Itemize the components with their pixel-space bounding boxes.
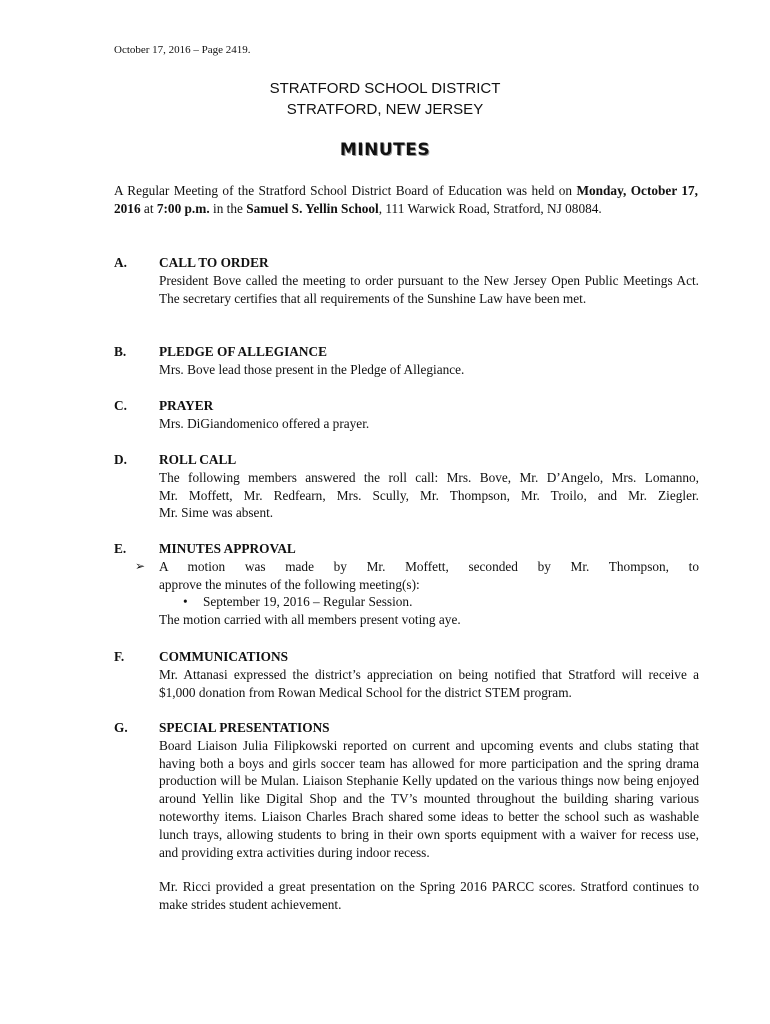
section-heading: CALL TO ORDER <box>159 255 269 270</box>
district-location: STRATFORD, NEW JERSEY <box>286 101 484 118</box>
section-letter: E. <box>114 541 127 556</box>
motion-line: approve the minutes of the following meeting(s): <box>159 576 420 592</box>
section-letter: A. <box>114 255 127 270</box>
section-text: Mr. Attanasi expressed the district’s appreciation on being notified that Stratford will receive a $1,000 donation from Rowan Medical School for the district STEM program. <box>159 666 699 700</box>
intro-paragraph: A Regular Meeting of the Stratford School District Board of Education was held on Monday, October 17, 2016 at 7:00 p.m. in the Samuel S. Yellin School, 111 Warwick Road, Stratford, NJ 08084. <box>114 183 698 217</box>
motion-result: The motion carried with all members present voting aye. <box>159 612 461 628</box>
bullet-icon: • <box>183 594 188 610</box>
page-header: October 17, 2016 – Page 2419. <box>114 44 251 56</box>
section-letter: F. <box>114 649 125 664</box>
section-letter: D. <box>114 452 127 467</box>
district-name: STRATFORD SCHOOL DISTRICT <box>269 80 501 97</box>
section-letter: B. <box>114 344 127 359</box>
roll-call-absent: Mr. Sime was absent. <box>159 505 274 521</box>
section-heading: PRAYER <box>159 398 214 413</box>
section-heading: SPECIAL PRESENTATIONS <box>159 720 330 735</box>
arrow-bullet-icon: ➢ <box>135 558 146 573</box>
section-text: President Bove called the meeting to order pursuant to the New Jersey Open Public Meetings Act. The secretary certifies that all requirements of the Sunshine Law have been met. <box>159 272 699 306</box>
section-letter: G. <box>114 720 128 735</box>
roll-call-line: Mr. Moffett, Mr. Redfearn, Mrs. Scully, Mr. Thompson, Mr. Troilo, and Mr. Ziegler. <box>159 487 699 503</box>
section-text: Mrs. Bove lead those present in the Pledge of Allegiance. <box>159 361 465 377</box>
section-heading: ROLL CALL <box>159 452 237 467</box>
section-heading: COMMUNICATIONS <box>159 649 289 664</box>
section-text: Mr. Ricci provided a great presentation on the Spring 2016 PARCC scores. Stratford continues to make strides student achievement. <box>159 879 699 913</box>
section-letter: C. <box>114 398 127 413</box>
roll-call-line: The following members answered the roll call: Mrs. Bove, Mr. D’Angelo, Mrs. Lomanno, <box>159 469 699 485</box>
section-text: Board Liaison Julia Filipkowski reported on current and upcoming events and clubs stating that having both a boys and girls soccer team has allowed for more participation and the spring drama production will be Mulan. Liaison Stephanie Kelly updated on the various things now being enjoyed around Yellin like Digital Shop and the TV’s mounted throughout the building sharing various noteworthy items. Liaison Charles Brach shared some ideas to better the school such as washable lunch trays, allowing students to bring in their own sports equipment with a waiver for recess use, and providing extra activities during indoor recess. <box>159 737 699 860</box>
motion-line: A motion was made by Mr. Moffett, seconded by Mr. Thompson, to <box>159 558 699 574</box>
document-title: MINUTES <box>339 140 431 160</box>
section-heading: MINUTES APPROVAL <box>159 541 296 556</box>
section-heading: PLEDGE OF ALLEGIANCE <box>159 344 327 359</box>
list-item: • September 19, 2016 – Regular Session. <box>183 594 413 610</box>
section-text: Mrs. DiGiandomenico offered a prayer. <box>159 415 370 431</box>
